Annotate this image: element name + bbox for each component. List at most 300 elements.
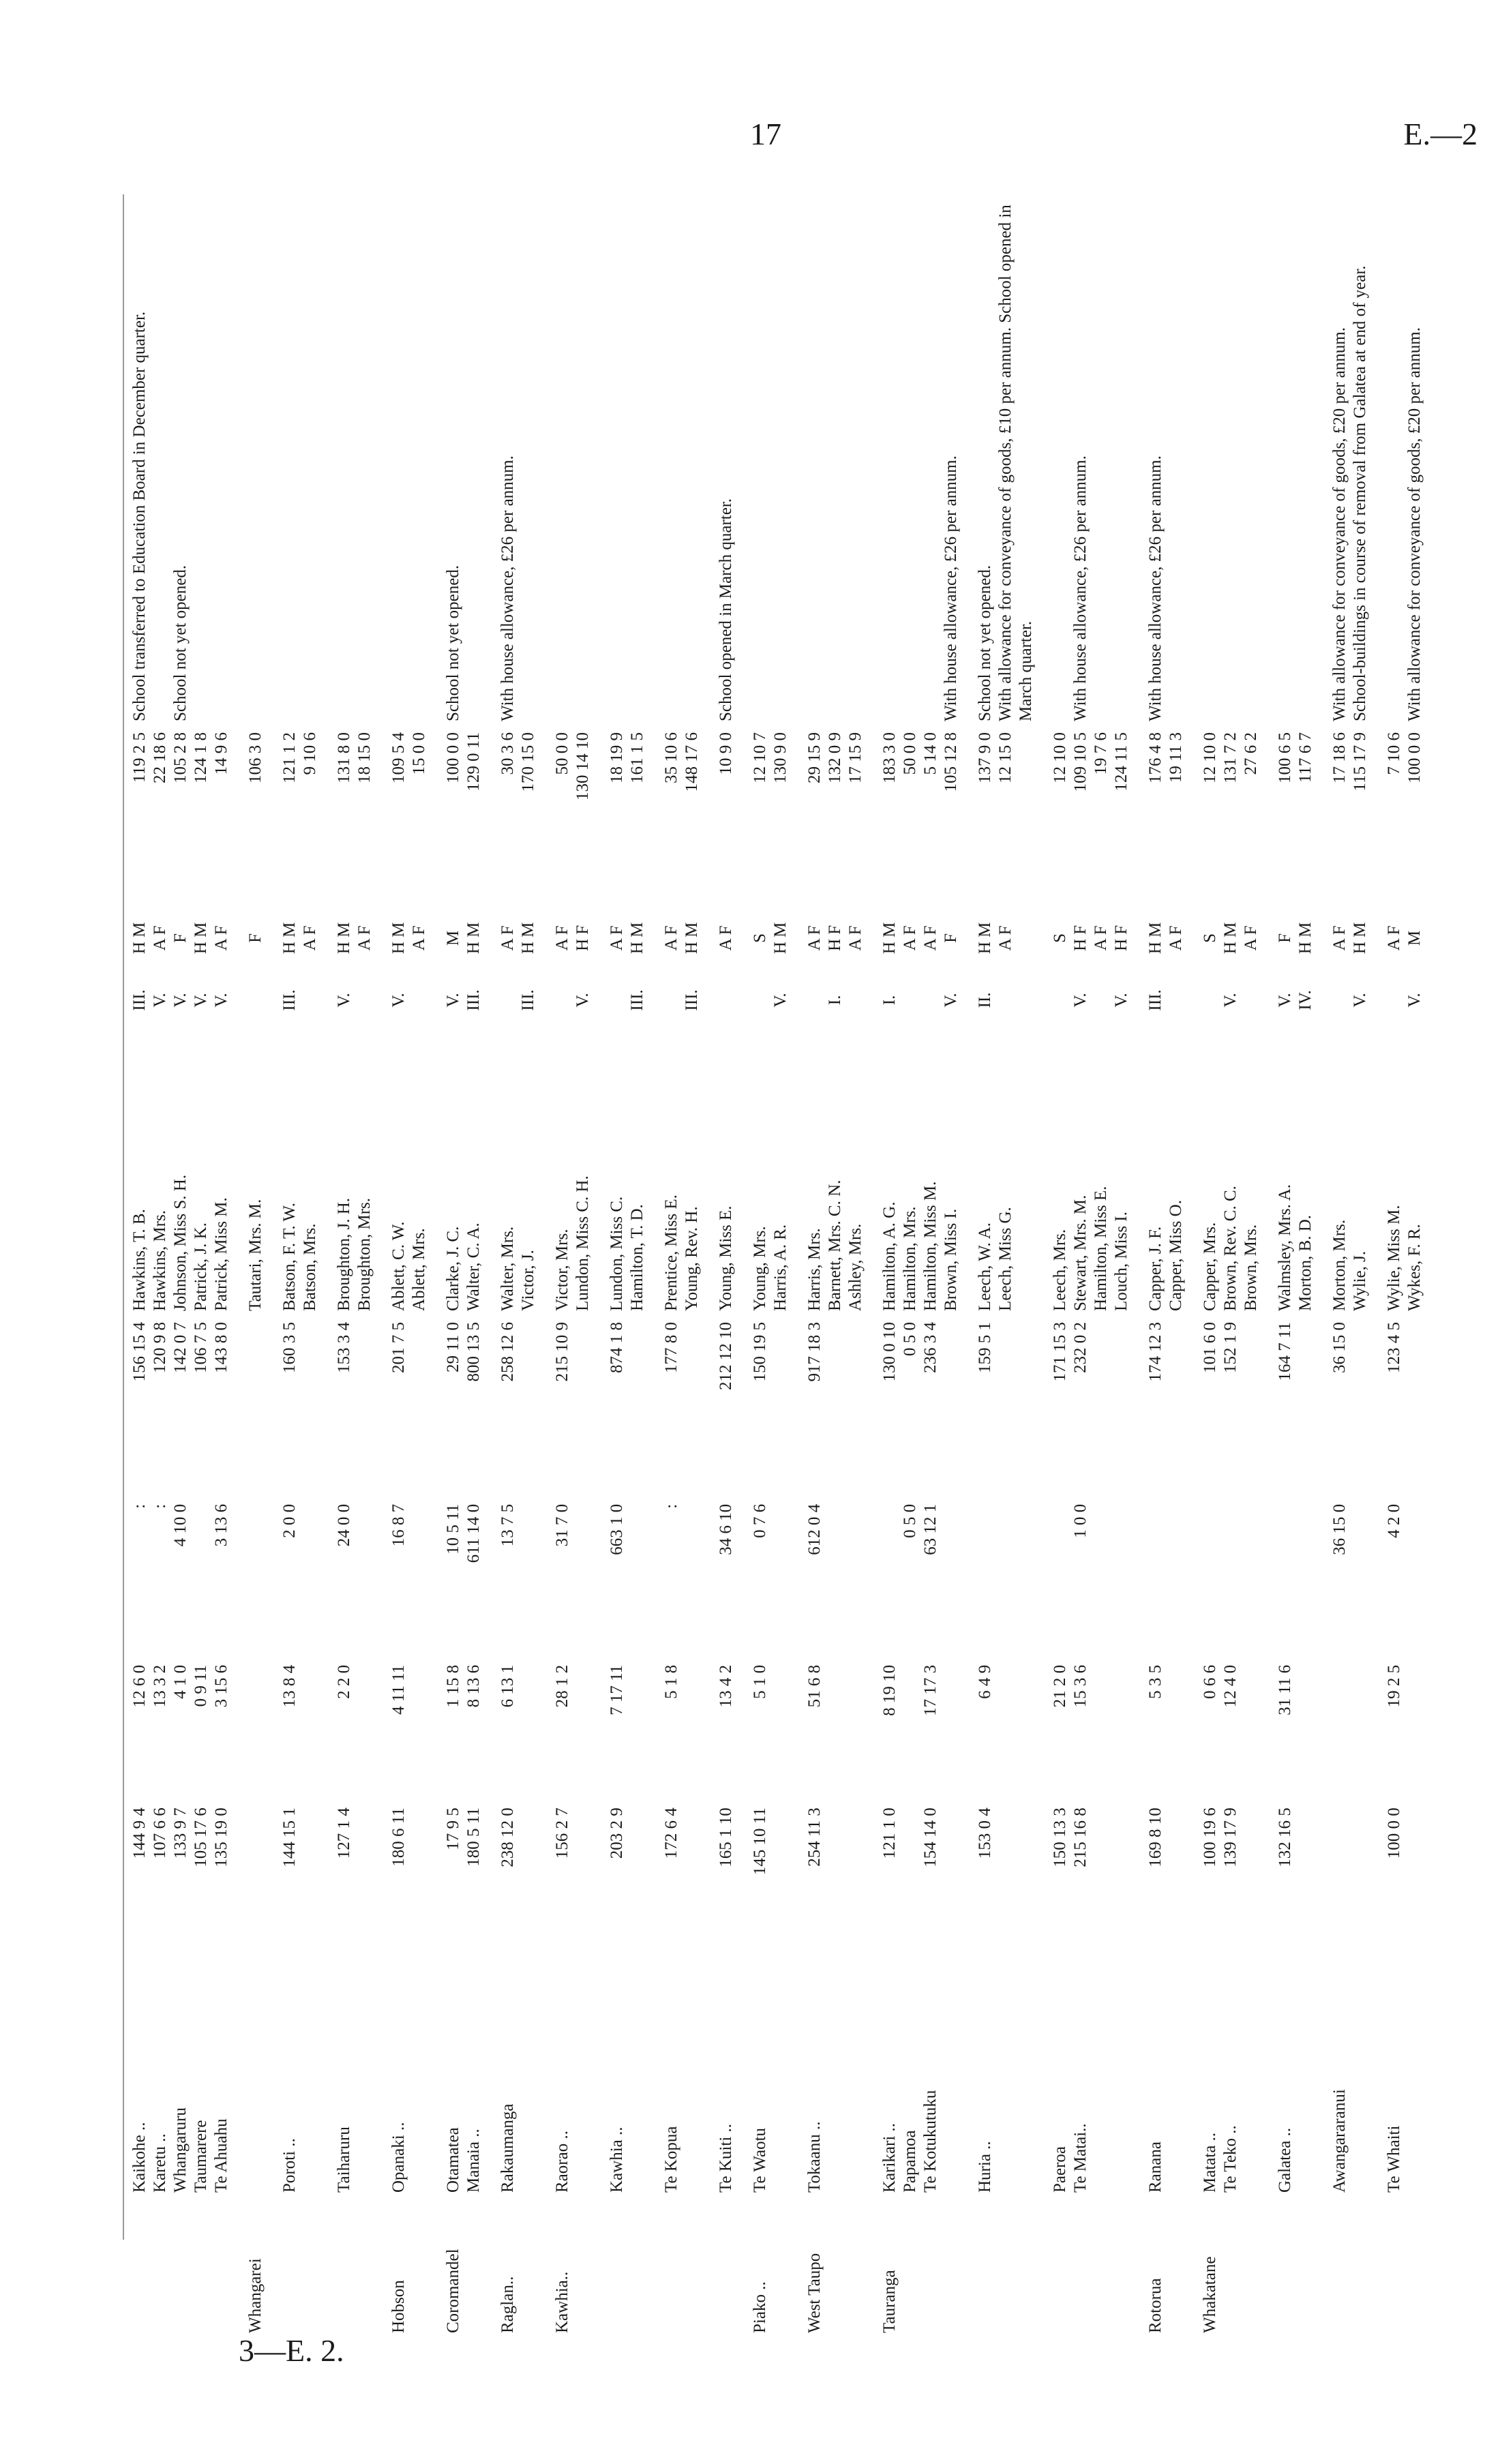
- cell-c3: [770, 1499, 791, 1659]
- cell-county: [355, 2198, 375, 2339]
- table-row: [961, 198, 995, 2339]
- cell-salary: 12 10 0: [1051, 732, 1069, 783]
- cell-remark: [191, 198, 211, 727]
- cell-teacher: Lundon, Miss C.: [608, 1196, 626, 1311]
- cell-teacher: Stewart, Mrs. M.: [1071, 1195, 1090, 1311]
- cell-remark: [1370, 198, 1405, 727]
- table-row: [1166, 198, 1186, 2339]
- cell-sex: A F: [498, 925, 517, 951]
- table-row: [300, 198, 320, 2339]
- cell-remark: School not yet opened.: [171, 565, 190, 721]
- cell-school: [627, 1983, 648, 2198]
- cell-remark: [825, 198, 845, 727]
- table-row: [266, 198, 300, 2339]
- cell-salary: 30 3 6: [498, 732, 517, 775]
- cell-salary: 148 17 6: [683, 732, 701, 792]
- cell-c2: 31 11 6: [1276, 1664, 1294, 1715]
- cell-sex: H M: [1146, 922, 1165, 955]
- table-row: [825, 198, 845, 2339]
- cell-c4: 159 5 1: [976, 1321, 994, 1373]
- table-row: [995, 198, 1036, 2339]
- cell-class: V.: [573, 993, 592, 1008]
- cell-c2: 1 15 8: [444, 1664, 462, 1708]
- cell-c1: 145 10 11: [751, 1807, 769, 1876]
- cell-c4: [1295, 1317, 1316, 1499]
- table-row: [130, 198, 150, 2339]
- cell-salary: 50 0 0: [553, 732, 571, 775]
- table-row: [464, 198, 484, 2339]
- schools-table: [130, 198, 1425, 2339]
- cell-class: I.: [880, 995, 899, 1006]
- cell-c4: 101 6 0: [1201, 1321, 1219, 1373]
- cell-c3: 16 8 7: [389, 1503, 408, 1547]
- cell-remark: [1036, 198, 1070, 727]
- cell-c4: [1350, 1317, 1370, 1499]
- cell-c4: [300, 1317, 320, 1499]
- cell-sex: A F: [921, 925, 940, 951]
- cell-teacher: Wykes, F. R.: [1405, 1224, 1424, 1311]
- cell-remark: [866, 198, 900, 727]
- table-row: [866, 198, 900, 2339]
- cell-class: III.: [464, 989, 483, 1011]
- cell-teacher: Young, Rev. H.: [683, 1206, 701, 1311]
- cell-county: [1036, 2198, 1070, 2339]
- cell-remark: [1186, 198, 1220, 727]
- cell-salary: 12 15 0: [996, 732, 1015, 783]
- cell-class: V.: [192, 993, 210, 1008]
- cell-salary: 19 11 3: [1167, 732, 1185, 783]
- cell-salary: 106 3 0: [246, 732, 265, 783]
- cell-school: [941, 1983, 961, 2198]
- cell-school: Te Ahuahu: [212, 2118, 230, 2193]
- cell-c4: 120 9 8: [151, 1321, 169, 1373]
- cell-remark: With house allowance, £26 per annum.: [1146, 455, 1165, 721]
- cell-school: Te Kuiti ..: [717, 2123, 735, 2193]
- cell-class: V.: [444, 993, 462, 1008]
- cell-class: V.: [212, 993, 230, 1008]
- cell-c2: [1316, 1659, 1350, 1802]
- cell-c3: [682, 1499, 702, 1659]
- cell-class: I.: [826, 995, 844, 1006]
- cell-salary: 130 14 10: [573, 732, 592, 800]
- cell-salary: 17 18 6: [1330, 732, 1349, 783]
- cell-sex: H F: [573, 925, 592, 952]
- cell-teacher: Louch, Miss I.: [1112, 1212, 1130, 1311]
- cell-c1: [1350, 1802, 1370, 1983]
- cell-remark: [211, 198, 232, 727]
- cell-teacher: Hamilton, A. G.: [880, 1201, 899, 1311]
- table-row: [770, 198, 791, 2339]
- table-row: [409, 198, 430, 2339]
- cell-salary: 124 11 5: [1112, 732, 1130, 792]
- cell-county: [191, 2198, 211, 2339]
- cell-salary: 124 1 8: [192, 732, 210, 783]
- table-row: [1261, 198, 1295, 2339]
- cell-c4: 232 0 2: [1071, 1321, 1090, 1373]
- cell-salary: 117 6 7: [1296, 732, 1315, 783]
- cell-c2: 8 19 10: [880, 1664, 899, 1716]
- cell-c4: [355, 1317, 375, 1499]
- cell-class: III.: [130, 989, 149, 1011]
- table-row: [355, 198, 375, 2339]
- cell-school: Kaikohe ..: [130, 2122, 149, 2193]
- cell-salary: 176 4 8: [1146, 732, 1165, 783]
- cell-c1: 100 19 6: [1201, 1807, 1219, 1867]
- cell-class: [702, 967, 736, 1033]
- cell-c2: [845, 1659, 866, 1802]
- cell-sex: H M: [519, 922, 537, 955]
- table-row: [484, 198, 518, 2339]
- page-number: 17: [750, 117, 781, 151]
- cell-school: [1405, 1983, 1425, 2198]
- cell-c1: [1111, 1802, 1132, 1983]
- cell-remark: [355, 198, 375, 727]
- cell-teacher: Hamilton, Miss E.: [1092, 1186, 1110, 1311]
- cell-school: Matata ..: [1201, 2132, 1219, 2193]
- cell-sex: H F: [826, 925, 844, 952]
- cell-sex: A F: [553, 925, 571, 951]
- cell-school: Raorao ..: [553, 2131, 571, 2193]
- cell-teacher: Harris, Mrs.: [805, 1228, 824, 1311]
- cell-county: [1241, 2198, 1261, 2339]
- cell-salary: 29 15 9: [805, 732, 824, 783]
- cell-sex: H F: [1112, 925, 1130, 952]
- cell-class: V.: [335, 993, 353, 1008]
- cell-teacher: Ablett, Mrs.: [410, 1228, 428, 1311]
- cell-salary: 131 8 0: [335, 732, 353, 783]
- cell-teacher: Harris, A. R.: [771, 1224, 790, 1311]
- table-row: [736, 198, 770, 2339]
- cell-class: [1091, 967, 1111, 1033]
- cell-school: [573, 1983, 593, 2198]
- cell-school: Ranana: [1146, 2142, 1165, 2193]
- cell-c1: [300, 1802, 320, 1983]
- table-row: [191, 198, 211, 2339]
- cell-c2: [1405, 1659, 1425, 1802]
- cell-remark: With allowance for conveyance of goods, £20 per annum.: [1330, 327, 1349, 721]
- cell-c1: 150 13 3: [1051, 1807, 1069, 1867]
- cell-c3: [627, 1499, 648, 1659]
- cell-sex: A F: [1330, 925, 1349, 951]
- cell-teacher: Barnett, Mrs. C. N.: [826, 1180, 844, 1311]
- cell-class: V.: [1071, 993, 1090, 1008]
- cell-teacher: Capper, Mrs.: [1201, 1222, 1219, 1311]
- cell-c4: [825, 1317, 845, 1499]
- cell-class: III.: [683, 989, 701, 1011]
- cell-salary: 18 19 9: [608, 732, 626, 783]
- cell-remark: [920, 198, 941, 727]
- cell-c2: [300, 1659, 320, 1802]
- cell-class: [1166, 967, 1186, 1033]
- cell-c3: 34 6 10: [717, 1503, 735, 1555]
- cell-c4: [409, 1317, 430, 1499]
- cell-county: [300, 2198, 320, 2339]
- cell-c1: 169 8 10: [1146, 1807, 1165, 1867]
- table-row: [648, 198, 682, 2339]
- cell-remark: [682, 198, 702, 727]
- cell-sex: H M: [192, 922, 210, 955]
- cell-c2: 13 3 2: [151, 1664, 169, 1708]
- cell-county: [170, 2198, 191, 2339]
- table-row: [1370, 198, 1405, 2339]
- cell-c4: 123 4 5: [1385, 1321, 1403, 1373]
- cell-c1: 107 6 6: [151, 1807, 169, 1859]
- cell-c2: [409, 1659, 430, 1802]
- cell-teacher: Batson, Mrs.: [301, 1223, 319, 1311]
- table-row: [170, 198, 191, 2339]
- table-row: [1111, 198, 1132, 2339]
- cell-c1: [1405, 1802, 1425, 1983]
- cell-c3: [961, 1499, 995, 1659]
- cell-sex: S: [1201, 933, 1219, 943]
- cell-class: [355, 967, 375, 1033]
- cell-salary: 183 3 0: [880, 732, 899, 783]
- cell-c3: [1186, 1499, 1220, 1659]
- cell-county: [995, 2198, 1036, 2339]
- cell-remark: [573, 198, 593, 727]
- cell-teacher: Ablett, C. W.: [389, 1221, 408, 1311]
- cell-c1: 127 1 4: [335, 1807, 353, 1859]
- cell-sex: H M: [130, 922, 149, 955]
- cell-remark: [845, 198, 866, 727]
- cell-class: [232, 967, 266, 1033]
- cell-c4: 29 11 0: [444, 1321, 462, 1373]
- cell-school: [300, 1983, 320, 2198]
- cell-salary: 7 10 6: [1385, 732, 1403, 775]
- cell-county: [1111, 2198, 1132, 2339]
- cell-c2: [900, 1659, 920, 1802]
- cell-remark: With house allowance, £26 per annum.: [942, 455, 960, 721]
- cell-class: [648, 967, 682, 1033]
- cell-school: Paeroa: [1051, 2146, 1069, 2193]
- table-row: [702, 198, 736, 2339]
- cell-c4: [1241, 1317, 1261, 1499]
- cell-county: [682, 2198, 702, 2339]
- cell-c3: 1 0 0: [1071, 1503, 1090, 1538]
- cell-county: [1091, 2198, 1111, 2339]
- table-row: [593, 198, 627, 2339]
- cell-county: [593, 2198, 627, 2339]
- cell-c1: 180 5 11: [464, 1807, 483, 1867]
- cell-county: [409, 2198, 430, 2339]
- cell-c3: 10 5 11: [444, 1503, 462, 1554]
- cell-remark: [539, 198, 573, 727]
- cell-class: [1036, 967, 1070, 1033]
- cell-salary: 35 10 6: [662, 732, 680, 783]
- cell-salary: 137 9 0: [976, 732, 994, 783]
- cell-c2: [825, 1659, 845, 1802]
- cell-salary: 105 12 8: [942, 732, 960, 792]
- table-row: [375, 198, 409, 2339]
- cell-county: Whakatane: [1201, 2256, 1219, 2333]
- cell-c1: [900, 1802, 920, 1983]
- cell-c2: 5 1 8: [662, 1664, 680, 1699]
- table-row: [941, 198, 961, 2339]
- cell-c3: 663 1 0: [608, 1503, 626, 1555]
- cell-salary: 100 0 0: [444, 732, 462, 783]
- cell-sex: H M: [976, 922, 994, 955]
- cell-county: [627, 2198, 648, 2339]
- cell-school: Rakaumanga: [498, 2103, 517, 2193]
- cell-c2: 12 4 0: [1221, 1664, 1240, 1708]
- cell-class: [920, 967, 941, 1033]
- cell-sex: H M: [389, 922, 408, 955]
- cell-c4: 258 12 6: [498, 1321, 517, 1382]
- cell-c3: [1132, 1499, 1166, 1659]
- cell-class: [539, 967, 573, 1033]
- cell-county: Tauranga: [880, 2270, 899, 2333]
- cell-salary: 27 6 2: [1242, 732, 1260, 775]
- cell-teacher: Walter, C. A.: [464, 1222, 483, 1311]
- cell-class: III.: [1146, 989, 1165, 1011]
- cell-class: III.: [280, 989, 299, 1011]
- cell-county: Rotorua: [1146, 2278, 1165, 2333]
- cell-teacher: Victor, Mrs.: [553, 1229, 571, 1311]
- cell-c4: 0 5 0: [901, 1321, 919, 1356]
- cell-salary: 130 9 0: [771, 732, 790, 783]
- cell-c1: [1241, 1802, 1261, 1983]
- cell-county: [1295, 2198, 1316, 2339]
- cell-remark: With allowance for conveyance of goods, £10 per annum. School opened in March quarter.: [996, 205, 1035, 721]
- cell-class: V.: [1351, 993, 1369, 1008]
- cell-c3: [518, 1499, 539, 1659]
- cell-c3: 2 0 0: [280, 1503, 299, 1538]
- cell-c2: [232, 1659, 266, 1802]
- cell-school: Taumarere: [192, 2120, 210, 2193]
- cell-county: [1166, 2198, 1186, 2339]
- cell-c1: [627, 1802, 648, 1983]
- column-rule: [123, 194, 124, 2240]
- cell-c4: 142 0 7: [171, 1321, 190, 1373]
- cell-school: [995, 1983, 1036, 2198]
- cell-remark: [648, 198, 682, 727]
- cell-school: Awangararanui: [1330, 2089, 1349, 2193]
- cell-sex: H M: [280, 922, 299, 955]
- cell-class: III.: [628, 989, 646, 1011]
- cell-c3: 612 0 4: [805, 1503, 824, 1555]
- cell-school: [1241, 1983, 1261, 2198]
- cell-c3: 63 12 1: [921, 1503, 940, 1555]
- cell-sex: A F: [355, 925, 374, 951]
- cell-sex: H M: [880, 922, 899, 955]
- cell-salary: 15 0 0: [410, 732, 428, 775]
- table-row: [1132, 198, 1166, 2339]
- cell-school: Galatea ..: [1276, 2127, 1294, 2193]
- cell-remark: [320, 198, 355, 727]
- table-row: [232, 198, 266, 2339]
- cell-c4: [518, 1317, 539, 1499]
- cell-c4: 201 7 5: [389, 1321, 408, 1373]
- table-row: [150, 198, 170, 2339]
- cell-sex: F: [942, 933, 960, 943]
- cell-c4: 152 1 9: [1221, 1321, 1240, 1373]
- cell-salary: 12 10 0: [1201, 732, 1219, 783]
- cell-c1: 180 6 11: [389, 1807, 408, 1867]
- cell-c2: 7 17 11: [608, 1664, 626, 1715]
- table-row: [1220, 198, 1241, 2339]
- cell-remark: With house allowance, £26 per annum.: [498, 455, 517, 721]
- cell-c1: 254 11 3: [805, 1807, 824, 1867]
- cell-c3: [355, 1499, 375, 1659]
- cell-school: [1111, 1983, 1132, 2198]
- cell-c4: [995, 1317, 1036, 1499]
- cell-remark: [518, 198, 539, 727]
- cell-county: [573, 2198, 593, 2339]
- cell-salary: 121 1 2: [280, 732, 299, 783]
- cell-c1: [770, 1802, 791, 1983]
- cell-c4: 164 7 11: [1276, 1321, 1294, 1381]
- cell-c2: [1111, 1659, 1132, 1802]
- cell-school: Te Kopua: [662, 2126, 680, 2193]
- cell-c3: [995, 1499, 1036, 1659]
- cell-school: Papamoa: [901, 2130, 919, 2193]
- cell-salary: 14 9 6: [212, 732, 230, 775]
- page-signature: 3—E. 2.: [239, 2333, 344, 2368]
- cell-c3: 3 13 6: [212, 1503, 230, 1547]
- cell-county: Kawhia..: [553, 2271, 571, 2333]
- cell-county: Coromandel: [444, 2249, 462, 2333]
- cell-c3: [825, 1499, 845, 1659]
- cell-county: Raglan..: [498, 2276, 517, 2333]
- table-row: [430, 198, 464, 2339]
- cell-remark: [736, 198, 770, 727]
- cell-county: [1370, 2198, 1405, 2339]
- table-body: [130, 198, 1425, 2339]
- cell-teacher: Johnson, Miss S. H.: [171, 1174, 190, 1311]
- cell-teacher: Ashley, Mrs.: [846, 1223, 865, 1311]
- cell-school: [409, 1983, 430, 2198]
- cell-sex: H M: [464, 922, 483, 955]
- cell-class: V.: [1405, 993, 1424, 1008]
- cell-county: [211, 2198, 232, 2339]
- cell-c2: [573, 1659, 593, 1802]
- table-row: [1316, 198, 1350, 2339]
- cell-school: Tokaanu ..: [805, 2121, 824, 2193]
- cell-teacher: Hamilton, Mrs.: [901, 1206, 919, 1311]
- cell-c3: [866, 1499, 900, 1659]
- cell-c3: [1295, 1499, 1316, 1659]
- cell-county: [1261, 2198, 1295, 2339]
- cell-school: [770, 1983, 791, 2198]
- cell-c2: 15 3 6: [1071, 1664, 1090, 1708]
- cell-school: Poroti ..: [280, 2138, 299, 2193]
- cell-teacher: Broughton, J. H.: [335, 1197, 353, 1311]
- cell-c4: [1091, 1317, 1111, 1499]
- cell-c2: 6 13 1: [498, 1664, 517, 1708]
- cell-teacher: Brown, Mrs.: [1242, 1224, 1260, 1311]
- cell-c1: 135 19 0: [212, 1807, 230, 1867]
- cell-sex: H M: [1296, 922, 1315, 955]
- table-row: [320, 198, 355, 2339]
- cell-c3: 36 15 0: [1330, 1503, 1349, 1555]
- cell-remark: [627, 198, 648, 727]
- cell-sex: H M: [335, 922, 353, 955]
- cell-c1: 133 9 7: [171, 1807, 190, 1859]
- cell-teacher: Brown, Rev. C. C.: [1221, 1186, 1240, 1311]
- cell-c2: 3 15 6: [212, 1664, 230, 1708]
- cell-c4: [627, 1317, 648, 1499]
- cell-c3: [845, 1499, 866, 1659]
- cell-teacher: Leech, Miss G.: [996, 1207, 1015, 1311]
- cell-c2: 4 1 0: [171, 1664, 190, 1699]
- cell-class: [995, 967, 1036, 1033]
- cell-remark: [266, 198, 300, 727]
- cell-county: [920, 2198, 941, 2339]
- cell-salary: 100 0 0: [1405, 732, 1424, 783]
- cell-class: [736, 967, 770, 1033]
- cell-salary: 10 9 0: [717, 732, 735, 775]
- cell-c4: 212 12 10: [717, 1321, 735, 1390]
